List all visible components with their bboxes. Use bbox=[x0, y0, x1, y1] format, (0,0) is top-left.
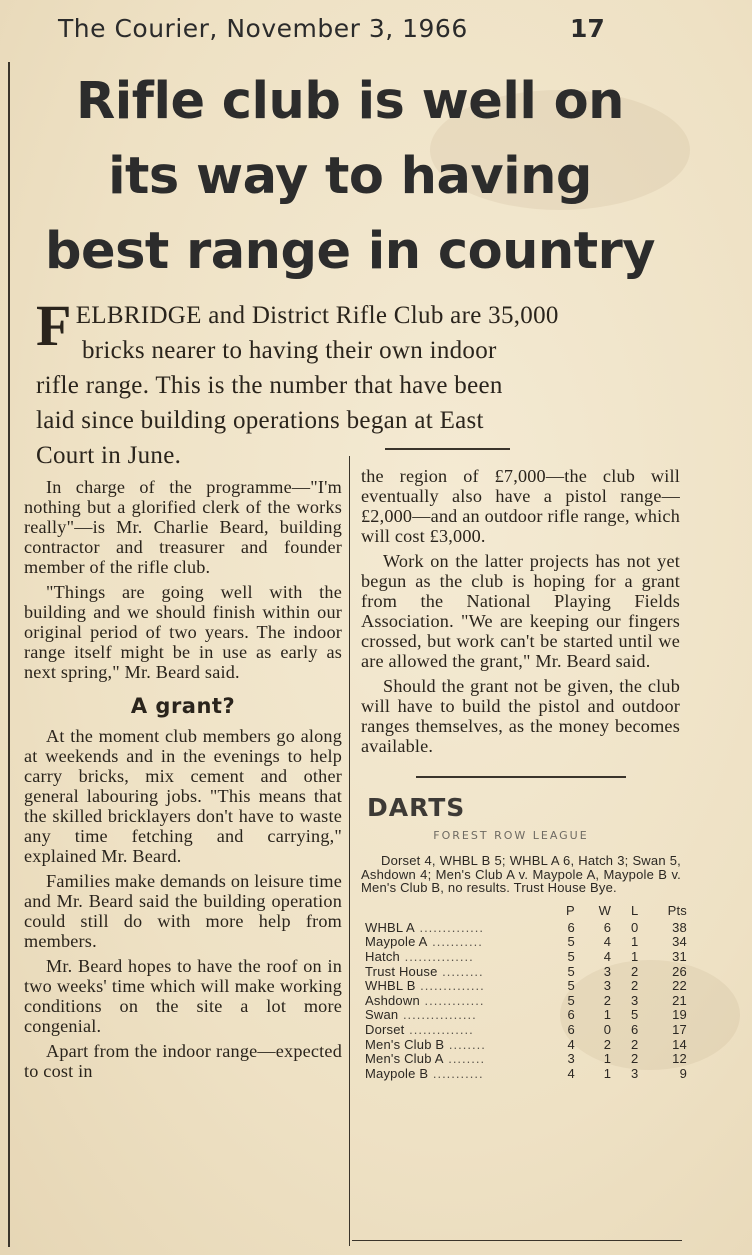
table-cell: 2 bbox=[631, 1051, 639, 1067]
darts-results: Dorset 4, WHBL B 5; WHBL A 6, Hatch 3; Swan 5, Ashdown 4; Men's Club A v. Maypole A, Maypole B v. Men's Club B, no results. Trust House Bye. bbox=[361, 853, 681, 895]
table-cell: 6 bbox=[567, 919, 575, 935]
article-column-1 bbox=[24, 477, 342, 1086]
leader-dots: .............. bbox=[404, 1021, 474, 1037]
table-cell: 4 bbox=[567, 1065, 575, 1081]
table-cell: 22 bbox=[672, 978, 687, 994]
team-name-text: Maypole A bbox=[365, 934, 428, 950]
table-cell: 4 bbox=[603, 948, 612, 964]
leader-dots: ................ bbox=[398, 1007, 477, 1023]
lead-line: laid since building operations began at East bbox=[36, 407, 484, 434]
headline-line: best range in country bbox=[44, 222, 656, 281]
table-cell: 5 bbox=[567, 992, 575, 1008]
table-cell: 31 bbox=[672, 948, 687, 964]
team-name-text: Men's Club A bbox=[365, 1051, 444, 1067]
column-header: P bbox=[566, 902, 575, 918]
leader-dots: ........... bbox=[428, 1065, 484, 1081]
column-header: Pts bbox=[667, 902, 687, 918]
team-name bbox=[361, 1023, 549, 1038]
team-name-text: Dorset bbox=[365, 1021, 405, 1037]
table-row bbox=[361, 964, 691, 979]
table-cell: 5 bbox=[567, 948, 575, 964]
league-table-body bbox=[361, 921, 691, 1082]
lead-line: Court in June. bbox=[36, 442, 182, 469]
table-cell: 3 bbox=[631, 1065, 639, 1081]
team-name bbox=[361, 1008, 549, 1023]
table-cell: 2 bbox=[603, 992, 612, 1008]
leader-dots: .............. bbox=[415, 978, 485, 994]
body-paragraph: Apart from the indoor range—expected to cost in bbox=[24, 1041, 342, 1081]
table-row bbox=[361, 1052, 691, 1067]
headline bbox=[20, 64, 680, 289]
table-cell: 3 bbox=[603, 963, 612, 979]
table-cell: 12 bbox=[672, 1051, 687, 1067]
drop-cap: F bbox=[36, 293, 72, 358]
team-name bbox=[361, 979, 549, 994]
table-cell: 1 bbox=[631, 934, 639, 950]
table-cell: 26 bbox=[672, 963, 687, 979]
lead-line: bricks nearer to having their own indoor bbox=[82, 337, 497, 364]
leader-dots: ........... bbox=[427, 934, 483, 950]
leader-dots: ............. bbox=[419, 992, 485, 1008]
league-title: FOREST ROW LEAGUE bbox=[433, 829, 589, 842]
column-rule-middle bbox=[349, 456, 350, 1246]
team-name bbox=[361, 993, 549, 1008]
body-paragraph: Work on the latter projects has not yet begun as the club is hoping for a grant from the National Playing Fields Association. "We are keeping our fingers crossed, but work can't be started until we are allowed the grant," Mr. Beard said. bbox=[361, 551, 680, 671]
table-cell: 6 bbox=[631, 1021, 639, 1037]
team-name bbox=[361, 921, 549, 936]
table-cell: 14 bbox=[672, 1036, 687, 1052]
table-cell: 1 bbox=[631, 948, 639, 964]
table-cell: 1 bbox=[603, 1007, 612, 1023]
team-name-text: Ashdown bbox=[365, 992, 420, 1008]
leader-dots: .............. bbox=[414, 919, 485, 935]
body-paragraph: Families make demands on leisure time and Mr. Beard said the building operation could still do with more help from members. bbox=[24, 871, 342, 951]
table-cell: 1 bbox=[603, 1065, 612, 1081]
table-row bbox=[361, 950, 691, 965]
table-cell: 1 bbox=[603, 1051, 612, 1067]
section-divider bbox=[416, 776, 626, 778]
team-name bbox=[361, 935, 549, 950]
page-number: 17 bbox=[570, 14, 605, 43]
table-cell: 3 bbox=[567, 1051, 575, 1067]
table-cell: 34 bbox=[672, 934, 687, 950]
table-cell: 4 bbox=[603, 934, 612, 950]
table-cell: 0 bbox=[603, 1021, 612, 1037]
table-cell: 0 bbox=[631, 919, 639, 935]
table-cell: 5 bbox=[567, 963, 575, 979]
table-cell: 6 bbox=[567, 1007, 575, 1023]
table-cell: 17 bbox=[672, 1021, 687, 1037]
table-row bbox=[361, 979, 691, 994]
table-cell: 5 bbox=[567, 934, 575, 950]
headline-line: its way to having bbox=[108, 147, 592, 206]
lead-rule bbox=[385, 448, 510, 450]
table-row bbox=[361, 921, 691, 936]
team-name-text: WHBL B bbox=[365, 978, 416, 994]
table-cell: 2 bbox=[631, 1036, 639, 1052]
team-name-text: Maypole B bbox=[365, 1065, 429, 1081]
leader-dots: ........ bbox=[444, 1036, 486, 1052]
table-row bbox=[361, 1023, 691, 1038]
table-cell: 3 bbox=[603, 978, 612, 994]
table-cell: 6 bbox=[567, 1021, 575, 1037]
table-cell: 2 bbox=[631, 963, 639, 979]
table-cell: 4 bbox=[567, 1036, 575, 1052]
lead-line: rifle range. This is the number that have been bbox=[36, 372, 503, 399]
table-cell: 19 bbox=[672, 1007, 687, 1023]
league-table bbox=[361, 901, 691, 1082]
table-cell: 9 bbox=[679, 1065, 687, 1081]
table-cell: 5 bbox=[567, 978, 575, 994]
team-name bbox=[361, 1066, 549, 1081]
team-name-text: Hatch bbox=[365, 948, 400, 964]
table-header-row bbox=[361, 901, 691, 921]
table-cell: 2 bbox=[631, 978, 639, 994]
body-paragraph: Should the grant not be given, the club will have to build the pistol and outdoor ranges themselves, as the money becomes available. bbox=[361, 676, 680, 756]
body-paragraph: Mr. Beard hopes to have the roof on in two weeks' time which will make working conditions on the site a lot more congenial. bbox=[24, 956, 342, 1036]
team-name bbox=[361, 964, 549, 979]
article-column-2 bbox=[361, 466, 687, 1081]
column-rule-left bbox=[8, 62, 10, 1247]
table-row bbox=[361, 1008, 691, 1023]
leader-dots: ............... bbox=[399, 948, 474, 964]
darts-section bbox=[361, 793, 687, 1081]
team-name bbox=[361, 1052, 549, 1067]
team-name bbox=[361, 950, 549, 965]
table-row bbox=[361, 1037, 691, 1052]
leader-dots: ........ bbox=[443, 1051, 486, 1067]
table-row bbox=[361, 935, 691, 950]
headline-line: Rifle club is well on bbox=[76, 72, 624, 131]
table-cell: 38 bbox=[672, 919, 687, 935]
table-row bbox=[361, 993, 691, 1008]
team-name-text: Men's Club B bbox=[365, 1036, 445, 1052]
team-name-text: WHBL A bbox=[365, 919, 415, 935]
team-name-text: Trust House bbox=[365, 963, 438, 979]
column-header: L bbox=[631, 902, 639, 918]
table-cell: 5 bbox=[631, 1007, 639, 1023]
lead-paragraph bbox=[36, 293, 664, 473]
table-cell: 21 bbox=[672, 992, 687, 1008]
team-name-text: Swan bbox=[365, 1007, 399, 1023]
body-paragraph: At the moment club members go along at weekends and in the evenings to help carry bricks, mix cement and other general labouring jobs. "This means that the skilled bricklayers don't have to waste any time fetching and carrying," explained Mr. Beard. bbox=[24, 726, 342, 866]
body-paragraph: In charge of the programme—"I'm nothing but a glorified clerk of the works really"—is Mr. Charlie Beard, building contractor and treasurer and founder member of the rifle club. bbox=[24, 477, 342, 577]
body-paragraph: the region of £7,000—the club will eventually also have a pistol range—£2,000—and an outdoor rifle range, which will cost £3,000. bbox=[361, 466, 680, 546]
body-paragraph: "Things are going well with the building and we should finish within our original period of two years. The indoor range itself might be in use as early as next spring," Mr. Beard said. bbox=[24, 582, 342, 682]
darts-heading: DARTS bbox=[367, 793, 466, 822]
lead-line: ELBRIDGE and District Rifle Club are 35,000 bbox=[75, 302, 559, 329]
bottom-rule bbox=[352, 1240, 682, 1241]
table-cell: 3 bbox=[631, 992, 639, 1008]
team-name bbox=[361, 1037, 549, 1052]
table-cell: 2 bbox=[603, 1036, 612, 1052]
column-header: W bbox=[598, 902, 612, 918]
leader-dots: ......... bbox=[437, 963, 484, 979]
subheading: A grant? bbox=[130, 694, 236, 718]
dateline: The Courier, November 3, 1966 bbox=[58, 14, 468, 43]
table-row bbox=[361, 1066, 691, 1081]
table-cell: 6 bbox=[603, 919, 612, 935]
